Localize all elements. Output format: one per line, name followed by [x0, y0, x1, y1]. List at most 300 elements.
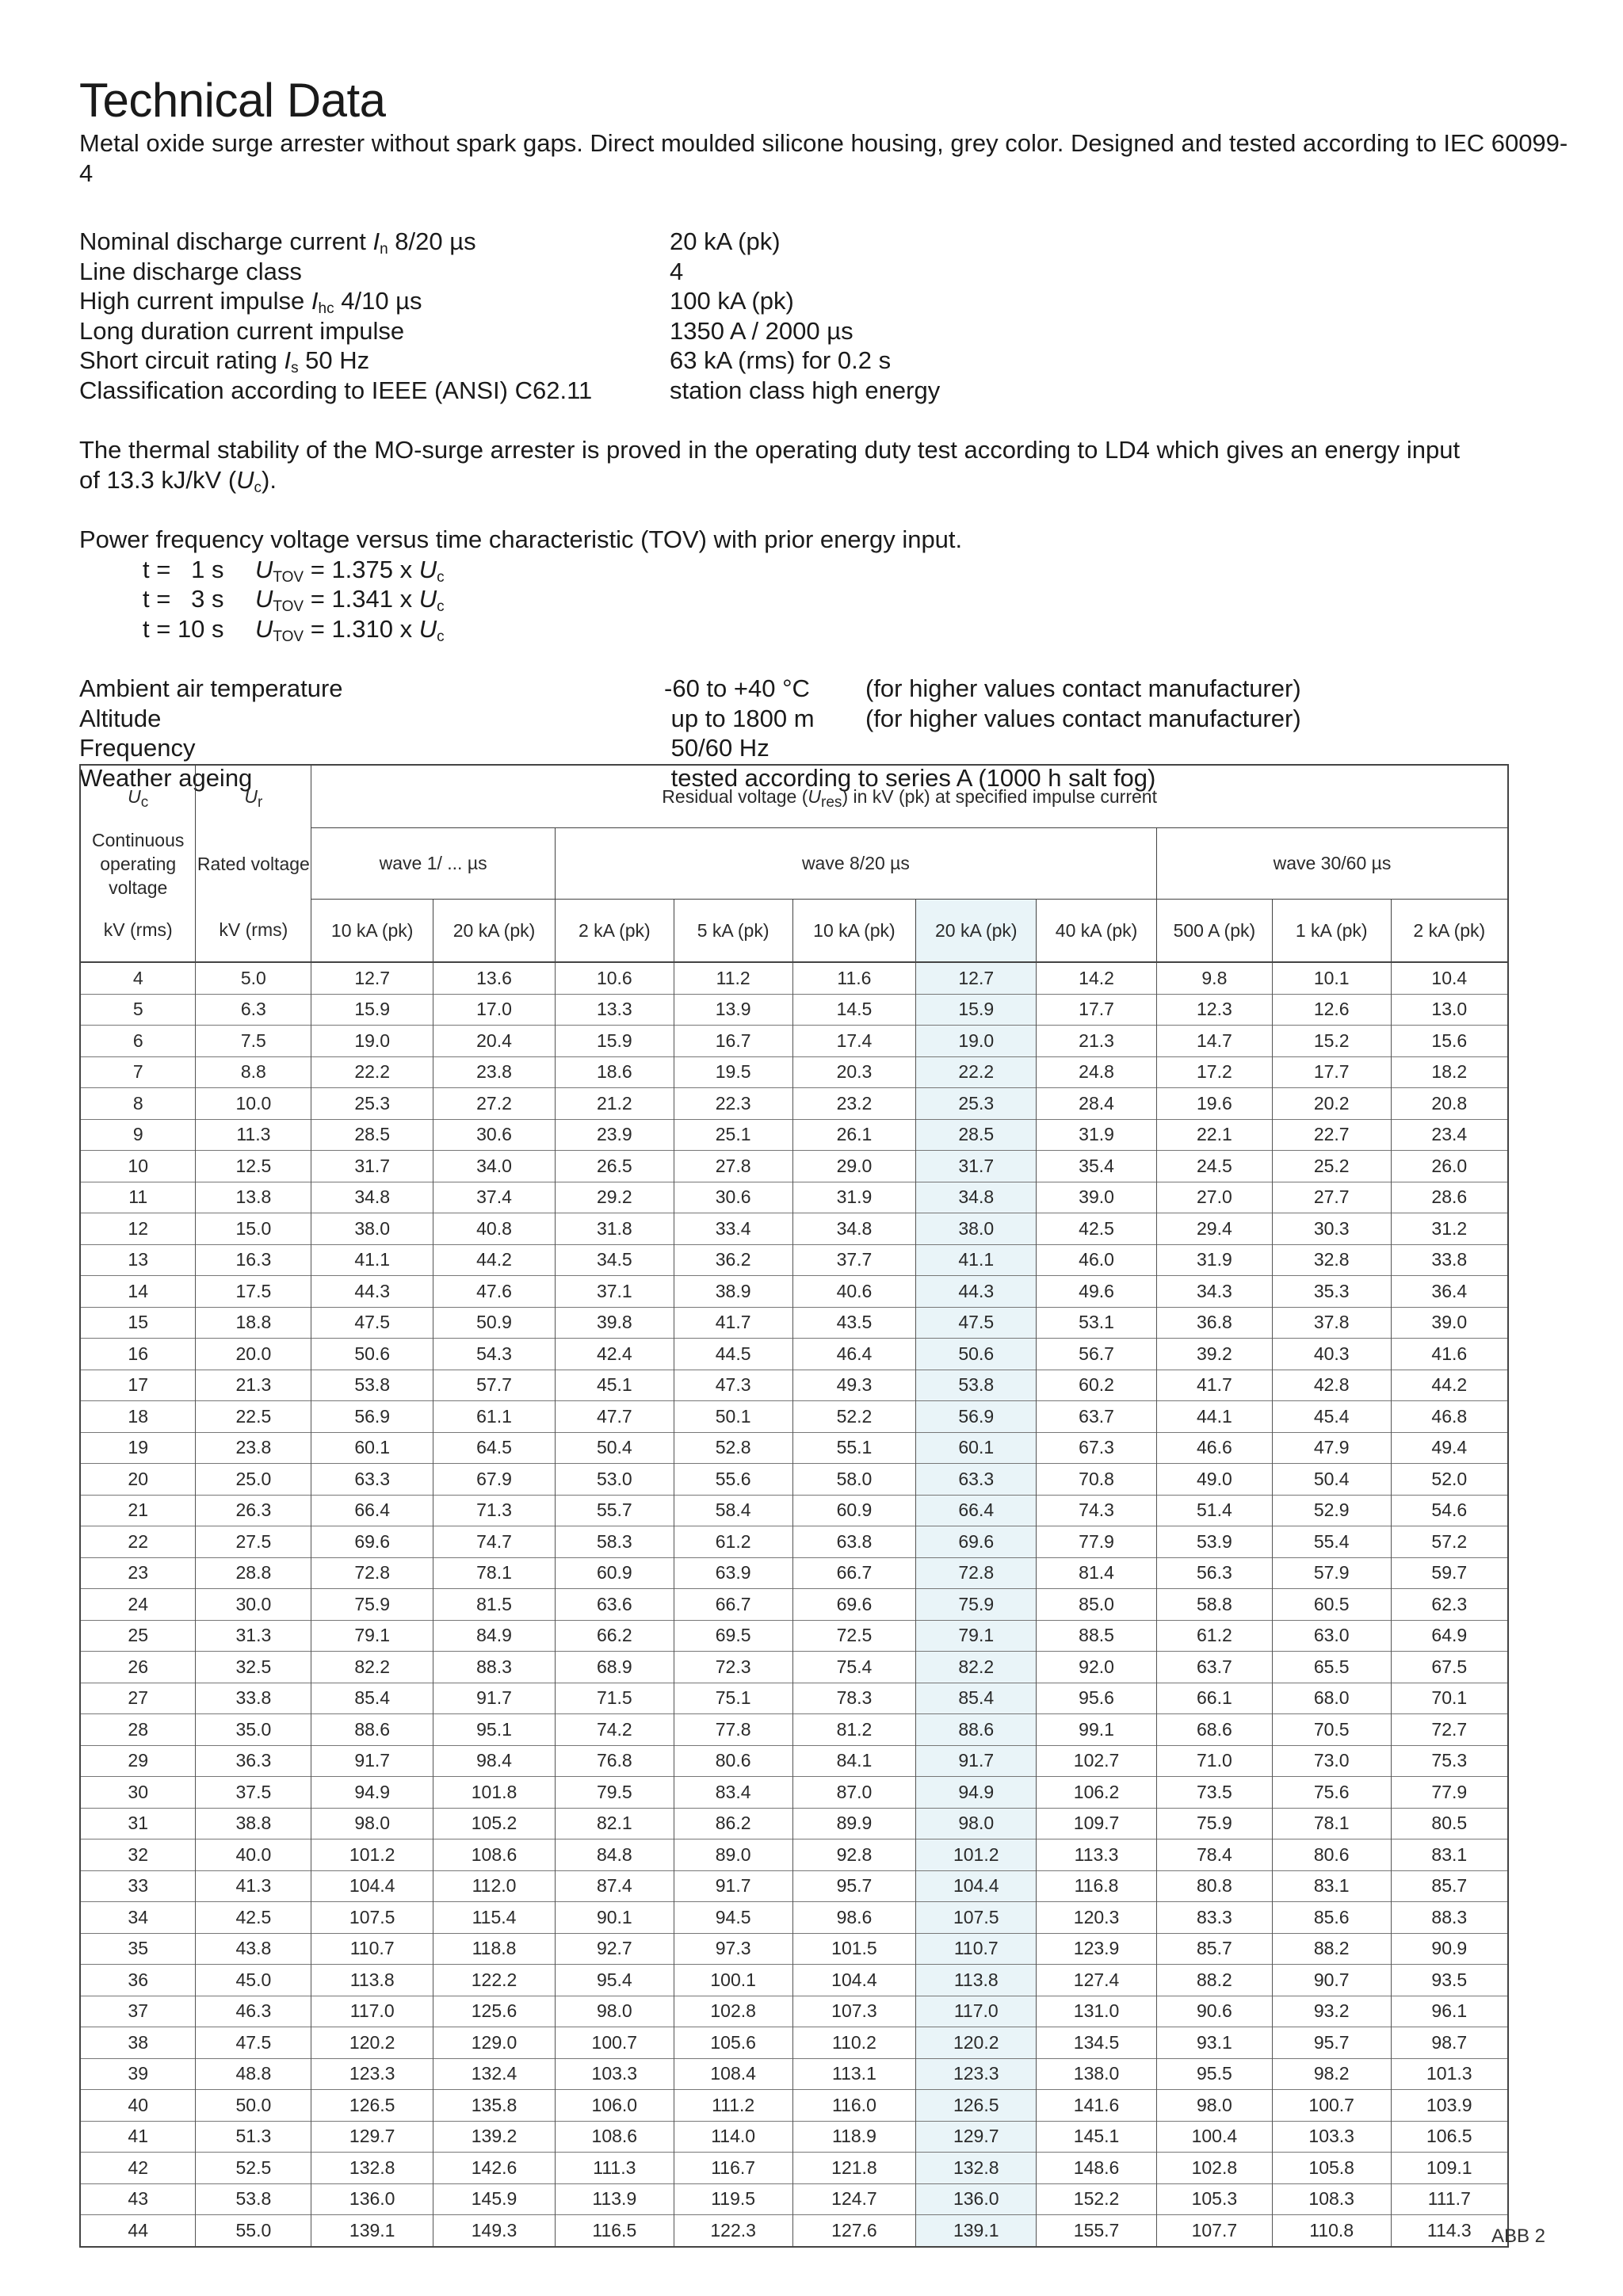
table-cell: 37.1: [555, 1276, 674, 1308]
table-cell: 102.8: [1156, 2153, 1272, 2184]
table-cell: 31.9: [792, 1182, 916, 1213]
table-cell: 117.0: [916, 1996, 1037, 2027]
table-cell: 21.3: [196, 1370, 311, 1401]
table-cell: 66.4: [311, 1495, 433, 1526]
table-row: [80, 1589, 1508, 1621]
table-cell: 48.8: [196, 2058, 311, 2090]
table-cell: 47.3: [674, 1370, 792, 1401]
table-cell: 39.0: [1037, 1182, 1157, 1213]
table-cell: 46.8: [1391, 1401, 1508, 1433]
table-cell: 90.6: [1156, 1996, 1272, 2027]
table-cell: 106.2: [1037, 1777, 1157, 1809]
unit-header: 2 kA (pk): [1391, 900, 1508, 963]
table-cell: 118.8: [433, 1933, 556, 1965]
page-footer: ABB 2: [1491, 2225, 1545, 2247]
table-row: [80, 1276, 1508, 1308]
table-cell: 55.7: [555, 1495, 674, 1526]
table-cell: 120.3: [1037, 1902, 1157, 1934]
table-cell: 66.7: [792, 1557, 916, 1589]
table-cell: 34.8: [792, 1213, 916, 1245]
table-cell: 58.0: [792, 1464, 916, 1496]
table-cell: 102.8: [674, 1996, 792, 2027]
table-cell: 20.4: [433, 1026, 556, 1057]
table-cell: 136.0: [916, 2183, 1037, 2215]
table-cell: 98.0: [1156, 2090, 1272, 2122]
tov-formula: $U_{TOV} = 1.375$ x $U_c$: [255, 555, 445, 586]
table-cell: 44.3: [916, 1276, 1037, 1308]
table-cell: 129.7: [311, 2121, 433, 2153]
table-cell: 53.8: [916, 1370, 1037, 1401]
table-row: [80, 1652, 1508, 1683]
table-cell: 80.8: [1156, 1870, 1272, 1902]
spec-value: 63 kA (rms) for 0.2 s: [670, 346, 892, 374]
table-cell: 135.8: [433, 2090, 556, 2122]
table-cell: 113.8: [311, 1965, 433, 1996]
table-cell: 89.9: [792, 1808, 916, 1839]
table-cell: 17: [80, 1370, 196, 1401]
table-cell: 28.8: [196, 1557, 311, 1589]
table-cell: 41.7: [674, 1307, 792, 1339]
table-cell: 25.3: [311, 1088, 433, 1120]
table-cell: 84.9: [433, 1620, 556, 1652]
table-cell: 126.5: [311, 2090, 433, 2122]
table-cell: 19: [80, 1432, 196, 1464]
table-row: [80, 1432, 1508, 1464]
table-cell: 132.8: [311, 2153, 433, 2184]
table-cell: 44.1: [1156, 1401, 1272, 1433]
table-cell: 17.4: [792, 1026, 916, 1057]
table-cell: 56.3: [1156, 1557, 1272, 1589]
table-cell: 13.8: [196, 1182, 311, 1213]
table-cell: 73.5: [1156, 1777, 1272, 1809]
table-row: [80, 1370, 1508, 1401]
table-cell: 25.1: [674, 1119, 792, 1151]
table-cell: 22: [80, 1526, 196, 1558]
table-cell: 85.4: [311, 1683, 433, 1714]
table-cell: 80.6: [674, 1745, 792, 1777]
table-cell: 26: [80, 1652, 196, 1683]
table-cell: 13.3: [555, 994, 674, 1026]
table-cell: 21.2: [555, 1088, 674, 1120]
table-cell: 81.4: [1037, 1557, 1157, 1589]
table-cell: 110.2: [792, 2027, 916, 2059]
table-cell: 46.4: [792, 1339, 916, 1370]
table-cell: 38.8: [196, 1808, 311, 1839]
table-cell: 16: [80, 1339, 196, 1370]
table-cell: 87.0: [792, 1777, 916, 1809]
table-cell: 47.9: [1272, 1432, 1391, 1464]
wave3-header: wave 30/60 µs: [1156, 828, 1508, 900]
table-cell: 41.6: [1391, 1339, 1508, 1370]
table-row: [80, 2121, 1508, 2153]
table-cell: 103.3: [555, 2058, 674, 2090]
table-cell: 41.1: [311, 1244, 433, 1276]
table-cell: 68.9: [555, 1652, 674, 1683]
table-cell: 43.5: [792, 1307, 916, 1339]
table-cell: 49.6: [1037, 1276, 1157, 1308]
table-cell: 15: [80, 1307, 196, 1339]
table-cell: 99.1: [1037, 1714, 1157, 1746]
table-cell: 15.2: [1272, 1026, 1391, 1057]
table-cell: 29: [80, 1745, 196, 1777]
table-cell: 60.9: [792, 1495, 916, 1526]
table-cell: 105.3: [1156, 2183, 1272, 2215]
table-cell: 88.2: [1272, 1933, 1391, 1965]
table-cell: 131.0: [1037, 1996, 1157, 2027]
table-cell: 88.6: [916, 1714, 1037, 1746]
table-cell: 77.8: [674, 1714, 792, 1746]
table-cell: 108.6: [555, 2121, 674, 2153]
table-cell: 104.4: [311, 1870, 433, 1902]
table-cell: 132.4: [433, 2058, 556, 2090]
spec-label: Nominal discharge current $I_n$ 8/20 µs: [79, 227, 476, 258]
table-cell: 46.6: [1156, 1432, 1272, 1464]
table-cell: 80.6: [1272, 1839, 1391, 1871]
ambient-label: Ambient air temperature: [79, 674, 343, 702]
table-cell: 127.6: [792, 2215, 916, 2247]
table-cell: 109.1: [1391, 2153, 1508, 2184]
table-cell: 104.4: [792, 1965, 916, 1996]
table-cell: 35: [80, 1933, 196, 1965]
table-cell: 74.3: [1037, 1495, 1157, 1526]
table-row: [80, 1213, 1508, 1245]
table-cell: 44: [80, 2215, 196, 2247]
table-cell: 90.9: [1391, 1933, 1508, 1965]
table-cell: 67.9: [433, 1464, 556, 1496]
table-cell: 88.3: [1391, 1902, 1508, 1934]
table-cell: 85.6: [1272, 1902, 1391, 1934]
page-subtitle: Metal oxide surge arrester without spark gaps. Direct moulded silicone housing, grey color. Designed and tested according to IEC 60099-4: [79, 129, 1568, 187]
thermal-paragraph: [79, 435, 1569, 495]
table-cell: 8.8: [196, 1056, 311, 1088]
table-cell: 60.1: [311, 1432, 433, 1464]
table-cell: 41.1: [916, 1244, 1037, 1276]
table-cell: 17.7: [1272, 1056, 1391, 1088]
table-cell: 105.2: [433, 1808, 556, 1839]
table-cell: 94.9: [916, 1777, 1037, 1809]
table-cell: 26.3: [196, 1495, 311, 1526]
table-cell: 71.5: [555, 1683, 674, 1714]
ambient-value: up to 1800 m: [664, 704, 815, 732]
table-cell: 63.7: [1037, 1401, 1157, 1433]
table-cell: 107.5: [916, 1902, 1037, 1934]
table-cell: 39.0: [1391, 1307, 1508, 1339]
table-cell: 13.9: [674, 994, 792, 1026]
table-cell: 40.6: [792, 1276, 916, 1308]
table-cell: 61.2: [674, 1526, 792, 1558]
table-cell: 101.3: [1391, 2058, 1508, 2090]
table-cell: 37.7: [792, 1244, 916, 1276]
table-cell: 100.7: [1272, 2090, 1391, 2122]
table-cell: 83.3: [1156, 1902, 1272, 1934]
table-cell: 69.6: [311, 1526, 433, 1558]
table-cell: 126.5: [916, 2090, 1037, 2122]
table-cell: 55.0: [196, 2215, 311, 2247]
table-cell: 36: [80, 1965, 196, 1996]
table-cell: 61.2: [1156, 1620, 1272, 1652]
table-cell: 57.2: [1391, 1526, 1508, 1558]
table-cell: 63.9: [674, 1557, 792, 1589]
table-cell: 108.6: [433, 1839, 556, 1871]
table-cell: 125.6: [433, 1996, 556, 2027]
table-cell: 12: [80, 1213, 196, 1245]
table-cell: 145.9: [433, 2183, 556, 2215]
table-cell: 42.8: [1272, 1370, 1391, 1401]
ambient-note: (for higher values contact manufacturer): [865, 704, 1301, 732]
table-cell: 92.0: [1037, 1652, 1157, 1683]
table-cell: 25: [80, 1620, 196, 1652]
table-row: [80, 2153, 1508, 2184]
ambient-note: (for higher values contact manufacturer): [865, 674, 1301, 702]
table-cell: 117.0: [311, 1996, 433, 2027]
unit-header: kV (rms): [80, 900, 196, 963]
table-cell: 69.5: [674, 1620, 792, 1652]
table-cell: 103.3: [1272, 2121, 1391, 2153]
table-cell: 45.0: [196, 1965, 311, 1996]
table-cell: 67.5: [1391, 1652, 1508, 1683]
table-row: [80, 1620, 1508, 1652]
table-cell: 25.0: [196, 1464, 311, 1496]
table-cell: 22.2: [916, 1056, 1037, 1088]
table-cell: 91.7: [311, 1745, 433, 1777]
tov-time: t = 1 s: [143, 555, 224, 583]
table-cell: 85.0: [1037, 1589, 1157, 1621]
wave2-header: wave 8/20 µs: [555, 828, 1156, 900]
table-cell: 63.3: [916, 1464, 1037, 1496]
table-cell: 93.2: [1272, 1996, 1391, 2027]
spec-value: 1350 A / 2000 µs: [670, 316, 854, 345]
table-cell: 75.9: [1156, 1808, 1272, 1839]
table-cell: 28.4: [1037, 1088, 1157, 1120]
table-cell: 52.2: [792, 1401, 916, 1433]
spec-row: [79, 346, 1569, 376]
table-cell: 98.0: [311, 1808, 433, 1839]
table-cell: 134.5: [1037, 2027, 1157, 2059]
table-row: [80, 1526, 1508, 1558]
table-cell: 95.7: [792, 1870, 916, 1902]
ur-symbol: $U_r$: [196, 765, 311, 828]
spec-row: [79, 227, 1569, 257]
table-cell: 23.8: [196, 1432, 311, 1464]
ambient-label: Altitude: [79, 704, 162, 732]
table-cell: 39: [80, 2058, 196, 2090]
table-cell: 35.3: [1272, 1276, 1391, 1308]
table-cell: 17.0: [433, 994, 556, 1026]
table-cell: 107.7: [1156, 2215, 1272, 2247]
table-cell: 36.3: [196, 1745, 311, 1777]
table-cell: 74.7: [433, 1526, 556, 1558]
table-cell: 40.3: [1272, 1339, 1391, 1370]
table-cell: 92.8: [792, 1839, 916, 1871]
table-row: [80, 1088, 1508, 1120]
table-cell: 50.6: [916, 1339, 1037, 1370]
table-cell: 15.9: [555, 1026, 674, 1057]
table-cell: 27.2: [433, 1088, 556, 1120]
table-cell: 98.7: [1391, 2027, 1508, 2059]
table-cell: 13: [80, 1244, 196, 1276]
table-cell: 11: [80, 1182, 196, 1213]
spec-row: [79, 286, 1569, 316]
table-cell: 104.4: [916, 1870, 1037, 1902]
table-row: [80, 1182, 1508, 1213]
table-cell: 90.7: [1272, 1965, 1391, 1996]
table-cell: 18.6: [555, 1056, 674, 1088]
table-cell: 52.0: [1391, 1464, 1508, 1496]
unit-header: kV (rms): [196, 900, 311, 963]
spec-label: Classification according to IEEE (ANSI) C62.11: [79, 376, 593, 404]
table-cell: 30.6: [433, 1119, 556, 1151]
spec-label: High current impulse $I_{hc}$ 4/10 µs: [79, 287, 422, 317]
table-row: [80, 2027, 1508, 2059]
table-cell: 78.4: [1156, 1839, 1272, 1871]
tov-row: [143, 614, 1569, 644]
table-cell: 75.3: [1391, 1745, 1508, 1777]
table-cell: 43.8: [196, 1933, 311, 1965]
table-cell: 40: [80, 2090, 196, 2122]
table-cell: 50.9: [433, 1307, 556, 1339]
table-cell: 101.8: [433, 1777, 556, 1809]
table-cell: 10.1: [1272, 962, 1391, 994]
table-cell: 37: [80, 1996, 196, 2027]
table-cell: 72.8: [916, 1557, 1037, 1589]
table-row: [80, 1745, 1508, 1777]
table-cell: 77.9: [1037, 1526, 1157, 1558]
table-cell: 50.1: [674, 1401, 792, 1433]
ambient-label: Frequency: [79, 734, 196, 762]
table-cell: 38: [80, 2027, 196, 2059]
table-cell: 42.5: [196, 1902, 311, 1934]
table-cell: 113.8: [916, 1965, 1037, 1996]
table-row: [80, 1339, 1508, 1370]
unit-header: 500 A (pk): [1156, 900, 1272, 963]
table-cell: 73.0: [1272, 1745, 1391, 1777]
table-cell: 27.0: [1156, 1182, 1272, 1213]
table-row: [80, 1056, 1508, 1088]
table-cell: 58.4: [674, 1495, 792, 1526]
table-cell: 91.7: [433, 1683, 556, 1714]
table-cell: 95.7: [1272, 2027, 1391, 2059]
table-row: [80, 962, 1508, 994]
ambient-value: -60 to +40 °C: [664, 674, 810, 702]
ambient-row: [79, 733, 1569, 763]
table-cell: 110.7: [916, 1933, 1037, 1965]
table-row: [80, 1151, 1508, 1182]
table-cell: 19.5: [674, 1056, 792, 1088]
table-cell: 30.3: [1272, 1213, 1391, 1245]
table-cell: 10: [80, 1151, 196, 1182]
table-cell: 49.3: [792, 1370, 916, 1401]
table-cell: 53.1: [1037, 1307, 1157, 1339]
table-cell: 16.7: [674, 1026, 792, 1057]
table-cell: 63.8: [792, 1526, 916, 1558]
table-cell: 55.1: [792, 1432, 916, 1464]
table-cell: 78.3: [792, 1683, 916, 1714]
table-cell: 44.3: [311, 1276, 433, 1308]
table-row: [80, 2090, 1508, 2122]
table-row: [80, 1495, 1508, 1526]
residual-voltage-table: [79, 764, 1509, 2248]
table-cell: 120.2: [311, 2027, 433, 2059]
table-cell: 50.6: [311, 1339, 433, 1370]
table-cell: 66.1: [1156, 1683, 1272, 1714]
table-cell: 50.4: [1272, 1464, 1391, 1496]
table-cell: 122.3: [674, 2215, 792, 2247]
table-cell: 9: [80, 1119, 196, 1151]
table-cell: 39.2: [1156, 1339, 1272, 1370]
table-cell: 84.8: [555, 1839, 674, 1871]
table-cell: 90.1: [555, 1902, 674, 1934]
table-cell: 56.9: [916, 1401, 1037, 1433]
table-cell: 19.0: [916, 1026, 1037, 1057]
table-cell: 15.9: [311, 994, 433, 1026]
table-row: [80, 1933, 1508, 1965]
table-cell: 37.5: [196, 1777, 311, 1809]
table-cell: 102.7: [1037, 1745, 1157, 1777]
table-cell: 70.1: [1391, 1683, 1508, 1714]
table-cell: 44.2: [1391, 1370, 1508, 1401]
spec-label: Long duration current impulse: [79, 316, 405, 345]
table-cell: 105.8: [1272, 2153, 1391, 2184]
table-row: [80, 1839, 1508, 1871]
table-cell: 23: [80, 1557, 196, 1589]
table-cell: 141.6: [1037, 2090, 1157, 2122]
table-cell: 19.0: [311, 1026, 433, 1057]
table-cell: 56.7: [1037, 1339, 1157, 1370]
table-row: [80, 2183, 1508, 2215]
table-cell: 29.0: [792, 1151, 916, 1182]
table-cell: 139.1: [311, 2215, 433, 2247]
table-cell: 50.0: [196, 2090, 311, 2122]
table-cell: 14.7: [1156, 1026, 1272, 1057]
table-cell: 51.4: [1156, 1495, 1272, 1526]
table-cell: 31.2: [1391, 1213, 1508, 1245]
table-cell: 17.5: [196, 1276, 311, 1308]
table-cell: 145.1: [1037, 2121, 1157, 2153]
ambient-row: [79, 704, 1569, 734]
table-cell: 82.2: [916, 1652, 1037, 1683]
table-cell: 75.9: [311, 1589, 433, 1621]
table-cell: 34.8: [311, 1182, 433, 1213]
table-cell: 30: [80, 1777, 196, 1809]
table-cell: 31.7: [916, 1151, 1037, 1182]
table-cell: 20.8: [1391, 1088, 1508, 1120]
table-cell: 24.8: [1037, 1056, 1157, 1088]
table-cell: 12.7: [311, 962, 433, 994]
spec-label: Short circuit rating $I_s$ 50 Hz: [79, 346, 370, 376]
table-cell: 30.6: [674, 1182, 792, 1213]
table-cell: 83.1: [1272, 1870, 1391, 1902]
table-cell: 32.8: [1272, 1244, 1391, 1276]
table-cell: 63.3: [311, 1464, 433, 1496]
table-cell: 95.6: [1037, 1683, 1157, 1714]
table-cell: 107.5: [311, 1902, 433, 1934]
table-cell: 67.3: [1037, 1432, 1157, 1464]
table-cell: 53.8: [196, 2183, 311, 2215]
spec-value: 4: [670, 257, 684, 285]
table-cell: 91.7: [916, 1745, 1037, 1777]
table-cell: 88.2: [1156, 1965, 1272, 1996]
table-row: [80, 1777, 1508, 1809]
table-cell: 5: [80, 994, 196, 1026]
table-cell: 53.0: [555, 1464, 674, 1496]
table-cell: 27.7: [1272, 1182, 1391, 1213]
tov-row: [143, 584, 1569, 614]
table-cell: 76.8: [555, 1745, 674, 1777]
table-cell: 42: [80, 2153, 196, 2184]
unit-header: 40 kA (pk): [1037, 900, 1157, 963]
table-cell: 37.8: [1272, 1307, 1391, 1339]
table-cell: 11.2: [674, 962, 792, 994]
